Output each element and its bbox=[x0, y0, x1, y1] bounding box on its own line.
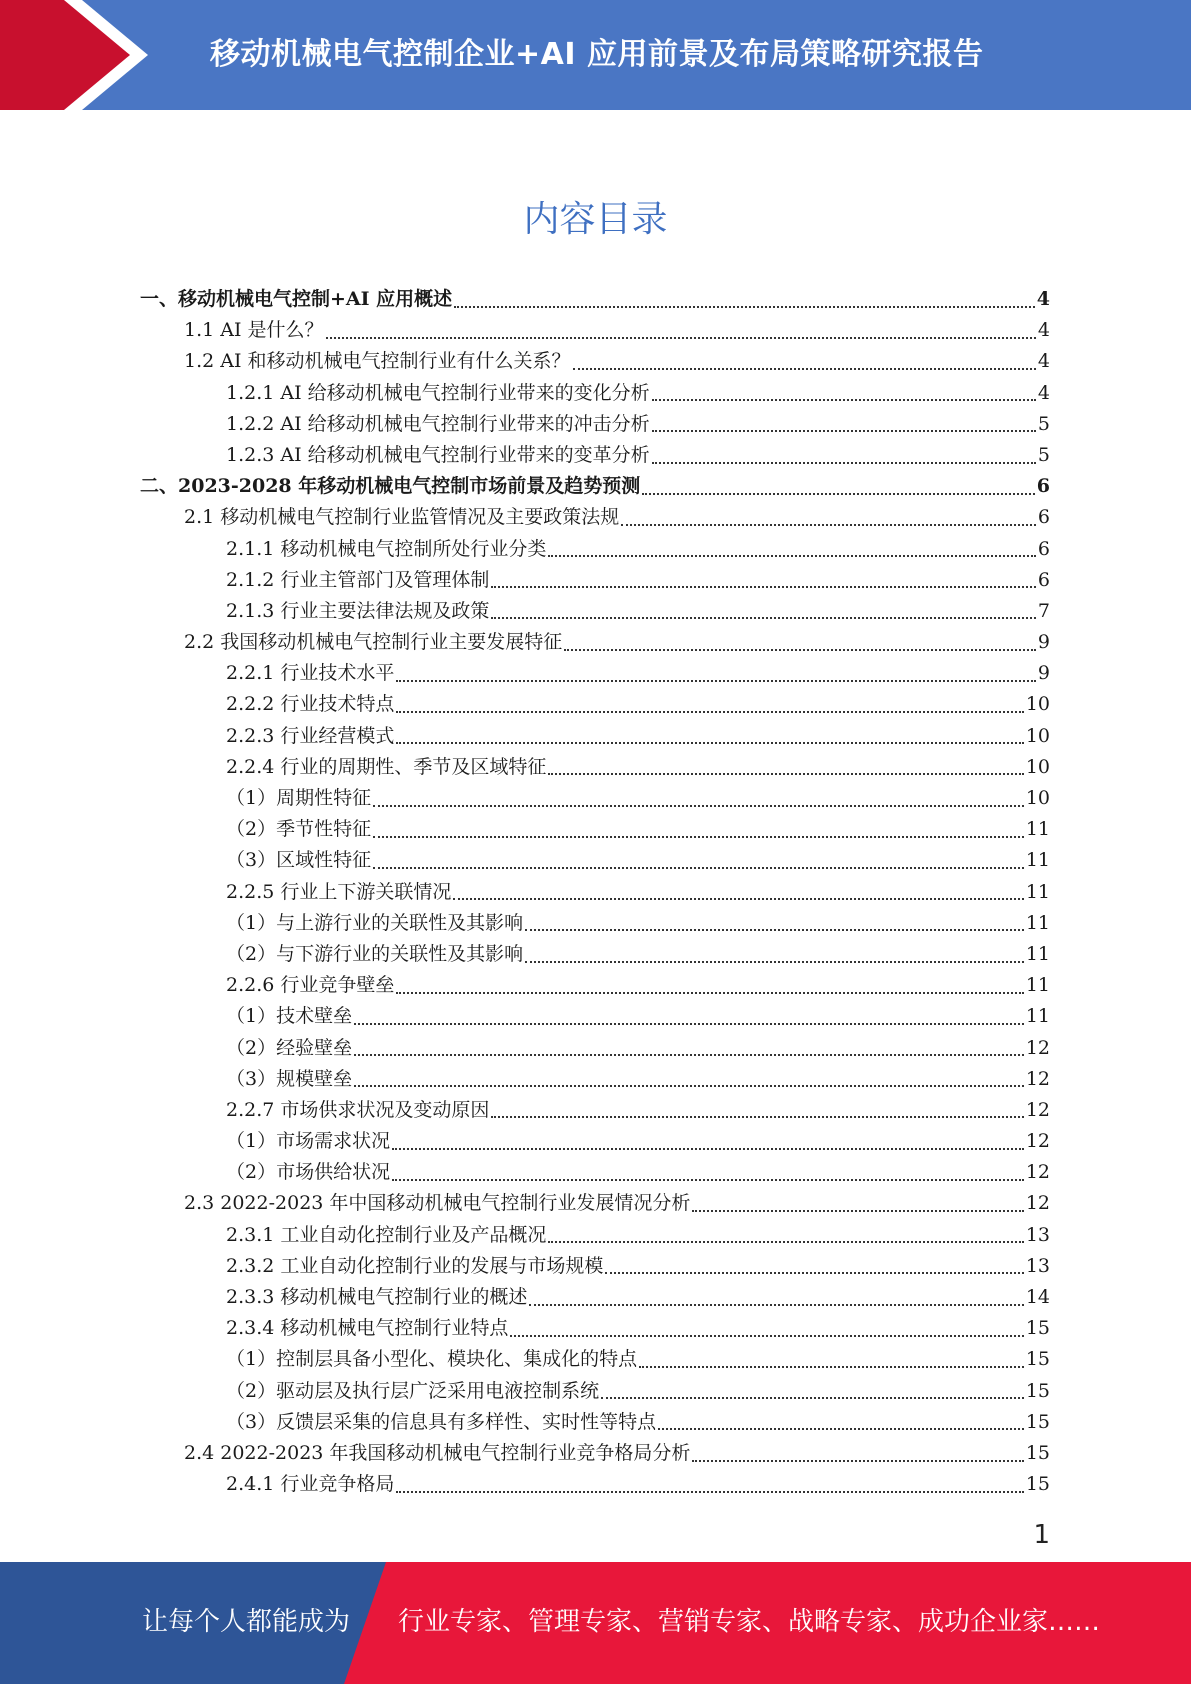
toc-entry-page: 4 bbox=[1037, 319, 1050, 342]
toc-entry[interactable] bbox=[140, 409, 1050, 440]
toc-dot-leader bbox=[326, 337, 1036, 339]
toc-dot-leader bbox=[525, 929, 1024, 931]
toc-entry-label: （3）区域性特征 bbox=[226, 849, 372, 872]
toc-entry[interactable] bbox=[140, 658, 1050, 689]
toc-entry-page: 15 bbox=[1025, 1410, 1050, 1433]
toc-entry[interactable] bbox=[140, 440, 1050, 471]
toc-dot-leader bbox=[529, 1304, 1023, 1306]
report-title: 移动机械电气控制企业+AI 应用前景及布局策略研究报告 bbox=[210, 37, 984, 72]
toc-entry-label: 2.3.1 工业自动化控制行业及产品概况 bbox=[226, 1223, 547, 1246]
toc-entry-page: 10 bbox=[1025, 693, 1050, 716]
toc-entry-label: （2）驱动层及执行层广泛采用电液控制系统 bbox=[226, 1379, 600, 1402]
toc-entry-label: （2）与下游行业的关联性及其影响 bbox=[226, 942, 524, 965]
toc-dot-leader bbox=[639, 1366, 1024, 1368]
toc-dot-leader bbox=[510, 1335, 1023, 1337]
toc-dot-leader bbox=[621, 524, 1036, 526]
toc-entry-page: 6 bbox=[1037, 506, 1050, 529]
toc-dot-leader bbox=[642, 493, 1035, 495]
toc-dot-leader bbox=[396, 992, 1023, 994]
toc-entry-page: 5 bbox=[1037, 443, 1050, 466]
toc-entry[interactable] bbox=[140, 346, 1050, 377]
toc-dot-leader bbox=[396, 680, 1036, 682]
toc-entry[interactable] bbox=[140, 1001, 1050, 1032]
toc-entry[interactable] bbox=[140, 1313, 1050, 1344]
footer-slogan-right: 行业专家、管理专家、营销专家、战略专家、成功企业家…… bbox=[398, 1607, 1101, 1637]
toc-entry[interactable] bbox=[140, 970, 1050, 1001]
toc-entry-page: 11 bbox=[1025, 911, 1050, 934]
table-of-contents bbox=[140, 284, 1050, 1500]
toc-entry[interactable] bbox=[140, 1157, 1050, 1188]
toc-entry-label: （3）反馈层采集的信息具有多样性、实时性等特点 bbox=[226, 1410, 657, 1433]
toc-entry-page: 15 bbox=[1025, 1441, 1050, 1464]
toc-entry-page: 12 bbox=[1025, 1036, 1050, 1059]
toc-dot-leader bbox=[548, 555, 1036, 557]
toc-entry-label: 二、2023-2028 年移动机械电气控制市场前景及趋势预测 bbox=[140, 475, 641, 498]
toc-entry-label: 1.1 AI 是什么？ bbox=[184, 319, 324, 342]
toc-entry-page: 13 bbox=[1025, 1254, 1050, 1277]
toc-dot-leader bbox=[605, 1272, 1023, 1274]
toc-entry-label: （2）经验壁垒 bbox=[226, 1036, 353, 1059]
toc-entry[interactable] bbox=[140, 689, 1050, 720]
toc-entry[interactable] bbox=[140, 908, 1050, 939]
toc-entry-page: 11 bbox=[1025, 880, 1050, 903]
toc-entry-label: 2.2.4 行业的周期性、季节及区域特征 bbox=[226, 755, 547, 778]
toc-entry-page: 11 bbox=[1025, 942, 1050, 965]
toc-dot-leader bbox=[392, 1179, 1024, 1181]
toc-dot-leader bbox=[396, 742, 1023, 744]
toc-entry[interactable] bbox=[140, 627, 1050, 658]
toc-entry[interactable] bbox=[140, 783, 1050, 814]
toc-entry[interactable] bbox=[140, 596, 1050, 627]
toc-dot-leader bbox=[354, 1054, 1024, 1056]
toc-dot-leader bbox=[692, 1210, 1023, 1212]
toc-entry-label: 2.4 2022-2023 年我国移动机械电气控制行业竞争格局分析 bbox=[184, 1441, 691, 1464]
toc-entry-page: 11 bbox=[1025, 849, 1050, 872]
toc-dot-leader bbox=[548, 773, 1023, 775]
toc-dot-leader bbox=[453, 898, 1023, 900]
toc-entry-page: 6 bbox=[1037, 568, 1050, 591]
toc-dot-leader bbox=[491, 617, 1036, 619]
toc-entry-label: 2.3.4 移动机械电气控制行业特点 bbox=[226, 1317, 509, 1340]
toc-entry-page: 10 bbox=[1025, 724, 1050, 747]
toc-entry-label: 2.2.1 行业技术水平 bbox=[226, 662, 395, 685]
toc-entry-label: 2.2.6 行业竞争壁垒 bbox=[226, 974, 395, 997]
toc-entry[interactable] bbox=[140, 1064, 1050, 1095]
toc-entry-page: 15 bbox=[1025, 1317, 1050, 1340]
toc-dot-leader bbox=[652, 430, 1036, 432]
toc-entry-page: 4 bbox=[1037, 381, 1050, 404]
toc-entry-page: 5 bbox=[1037, 412, 1050, 435]
toc-dot-leader bbox=[658, 1428, 1024, 1430]
page-number: 1 bbox=[1033, 1520, 1050, 1550]
toc-entry[interactable] bbox=[140, 939, 1050, 970]
toc-entry[interactable] bbox=[140, 877, 1050, 908]
toc-dot-leader bbox=[373, 805, 1024, 807]
toc-entry-label: （1）技术壁垒 bbox=[226, 1005, 353, 1028]
toc-entry[interactable] bbox=[140, 502, 1050, 533]
toc-entry-label: 一、移动机械电气控制+AI 应用概述 bbox=[140, 288, 453, 310]
toc-entry-label: （1）市场需求状况 bbox=[226, 1130, 391, 1153]
toc-entry[interactable] bbox=[140, 1407, 1050, 1438]
toc-entry[interactable] bbox=[140, 1344, 1050, 1375]
toc-entry-page: 12 bbox=[1025, 1192, 1050, 1215]
toc-entry[interactable] bbox=[140, 1126, 1050, 1157]
toc-entry[interactable] bbox=[140, 534, 1050, 565]
toc-entry[interactable] bbox=[140, 1251, 1050, 1282]
toc-dot-leader bbox=[548, 1241, 1023, 1243]
toc-entry[interactable] bbox=[140, 1188, 1050, 1219]
toc-entry[interactable] bbox=[140, 721, 1050, 752]
toc-entry[interactable] bbox=[140, 752, 1050, 783]
toc-entry-label: （1）控制层具备小型化、模块化、集成化的特点 bbox=[226, 1348, 638, 1371]
toc-dot-leader bbox=[454, 306, 1035, 308]
toc-entry[interactable] bbox=[140, 1282, 1050, 1313]
toc-dot-leader bbox=[354, 1085, 1024, 1087]
toc-entry-label: 2.2.7 市场供求状况及变动原因 bbox=[226, 1098, 490, 1121]
toc-dot-leader bbox=[525, 961, 1024, 963]
toc-heading: 内容目录 bbox=[523, 199, 668, 240]
toc-entry-page: 12 bbox=[1025, 1067, 1050, 1090]
toc-dot-leader bbox=[373, 836, 1024, 838]
toc-entry[interactable] bbox=[140, 1376, 1050, 1407]
toc-entry-label: （1）与上游行业的关联性及其影响 bbox=[226, 911, 524, 934]
toc-entry-page: 11 bbox=[1025, 818, 1050, 841]
toc-entry-label: 2.2.3 行业经营模式 bbox=[226, 724, 395, 747]
toc-entry-page: 10 bbox=[1025, 787, 1050, 809]
toc-entry-label: 2.3.2 工业自动化控制行业的发展与市场规模 bbox=[226, 1254, 604, 1277]
toc-dot-leader bbox=[354, 1023, 1024, 1025]
toc-dot-leader bbox=[573, 368, 1036, 370]
toc-entry-label: （2）季节性特征 bbox=[226, 818, 372, 841]
toc-entry-label: 2.1.2 行业主管部门及管理体制 bbox=[226, 568, 490, 591]
toc-entry-page: 15 bbox=[1025, 1348, 1050, 1371]
toc-entry-label: 2.3.3 移动机械电气控制行业的概述 bbox=[226, 1286, 528, 1308]
toc-entry-page: 15 bbox=[1025, 1473, 1050, 1496]
toc-entry-page: 6 bbox=[1036, 475, 1050, 498]
header-arrow-decoration bbox=[0, 0, 160, 110]
toc-entry-label: 2.2.2 行业技术特点 bbox=[226, 693, 395, 716]
toc-entry[interactable] bbox=[140, 1220, 1050, 1251]
toc-dot-leader bbox=[564, 649, 1036, 651]
toc-entry-label: 1.2.2 AI 给移动机械电气控制行业带来的冲击分析 bbox=[226, 412, 650, 435]
toc-entry-label: 2.1 移动机械电气控制行业监管情况及主要政策法规 bbox=[184, 506, 620, 529]
toc-entry-page: 12 bbox=[1025, 1130, 1050, 1153]
toc-dot-leader bbox=[601, 1397, 1024, 1399]
toc-dot-leader bbox=[396, 711, 1023, 713]
toc-entry-label: （3）规模壁垒 bbox=[226, 1067, 353, 1090]
toc-entry-page: 14 bbox=[1025, 1286, 1050, 1308]
toc-entry-page: 4 bbox=[1037, 350, 1050, 373]
toc-dot-leader bbox=[392, 1148, 1024, 1150]
toc-entry[interactable] bbox=[140, 471, 1050, 502]
toc-entry-page: 11 bbox=[1025, 974, 1050, 997]
toc-entry-label: 1.2.3 AI 给移动机械电气控制行业带来的变革分析 bbox=[226, 443, 650, 466]
toc-dot-leader bbox=[373, 867, 1024, 869]
toc-dot-leader bbox=[652, 399, 1036, 401]
toc-entry-label: 1.2.1 AI 给移动机械电气控制行业带来的变化分析 bbox=[226, 381, 650, 404]
toc-entry[interactable] bbox=[140, 1438, 1050, 1469]
toc-dot-leader bbox=[491, 586, 1036, 588]
toc-entry-label: （1）周期性特征 bbox=[226, 787, 372, 809]
toc-entry-page: 13 bbox=[1025, 1223, 1050, 1246]
toc-entry-page: 15 bbox=[1025, 1379, 1050, 1402]
toc-entry[interactable] bbox=[140, 1469, 1050, 1500]
toc-entry[interactable] bbox=[140, 814, 1050, 845]
page-footer bbox=[0, 1562, 1191, 1684]
toc-entry-label: 2.1.3 行业主要法律法规及政策 bbox=[226, 599, 490, 622]
toc-entry-page: 12 bbox=[1025, 1098, 1050, 1121]
toc-entry-page: 9 bbox=[1037, 662, 1050, 685]
header-red-chevron bbox=[0, 0, 130, 110]
toc-entry[interactable] bbox=[140, 565, 1050, 596]
toc-entry-label: 1.2 AI 和移动机械电气控制行业有什么关系？ bbox=[184, 350, 571, 373]
toc-entry-label: 2.2.5 行业上下游关联情况 bbox=[226, 880, 452, 903]
toc-entry-label: 2.2 我国移动机械电气控制行业主要发展特征 bbox=[184, 631, 563, 654]
toc-entry-page: 4 bbox=[1036, 288, 1050, 310]
toc-entry[interactable] bbox=[140, 378, 1050, 409]
toc-entry[interactable] bbox=[140, 315, 1050, 346]
toc-entry-page: 9 bbox=[1037, 631, 1050, 654]
toc-dot-leader bbox=[652, 462, 1036, 464]
footer-slogan-left: 让每个人都能成为 bbox=[142, 1607, 351, 1637]
toc-entry-label: 2.3 2022-2023 年中国移动机械电气控制行业发展情况分析 bbox=[184, 1192, 691, 1215]
toc-entry[interactable] bbox=[140, 1095, 1050, 1126]
toc-entry-page: 10 bbox=[1025, 755, 1050, 778]
toc-entry-label: 2.4.1 行业竞争格局 bbox=[226, 1473, 395, 1496]
toc-dot-leader bbox=[692, 1460, 1023, 1462]
toc-entry-page: 7 bbox=[1037, 599, 1050, 622]
toc-dot-leader bbox=[396, 1491, 1023, 1493]
toc-entry[interactable] bbox=[140, 284, 1050, 315]
toc-entry-label: 2.1.1 移动机械电气控制所处行业分类 bbox=[226, 537, 547, 560]
toc-entry[interactable] bbox=[140, 1033, 1050, 1064]
toc-entry-label: （2）市场供给状况 bbox=[226, 1161, 391, 1184]
toc-entry-page: 6 bbox=[1037, 537, 1050, 560]
page-header bbox=[0, 0, 1191, 110]
toc-entry-page: 12 bbox=[1025, 1161, 1050, 1184]
toc-entry-page: 11 bbox=[1025, 1005, 1050, 1028]
toc-dot-leader bbox=[491, 1116, 1023, 1118]
toc-entry[interactable] bbox=[140, 845, 1050, 876]
